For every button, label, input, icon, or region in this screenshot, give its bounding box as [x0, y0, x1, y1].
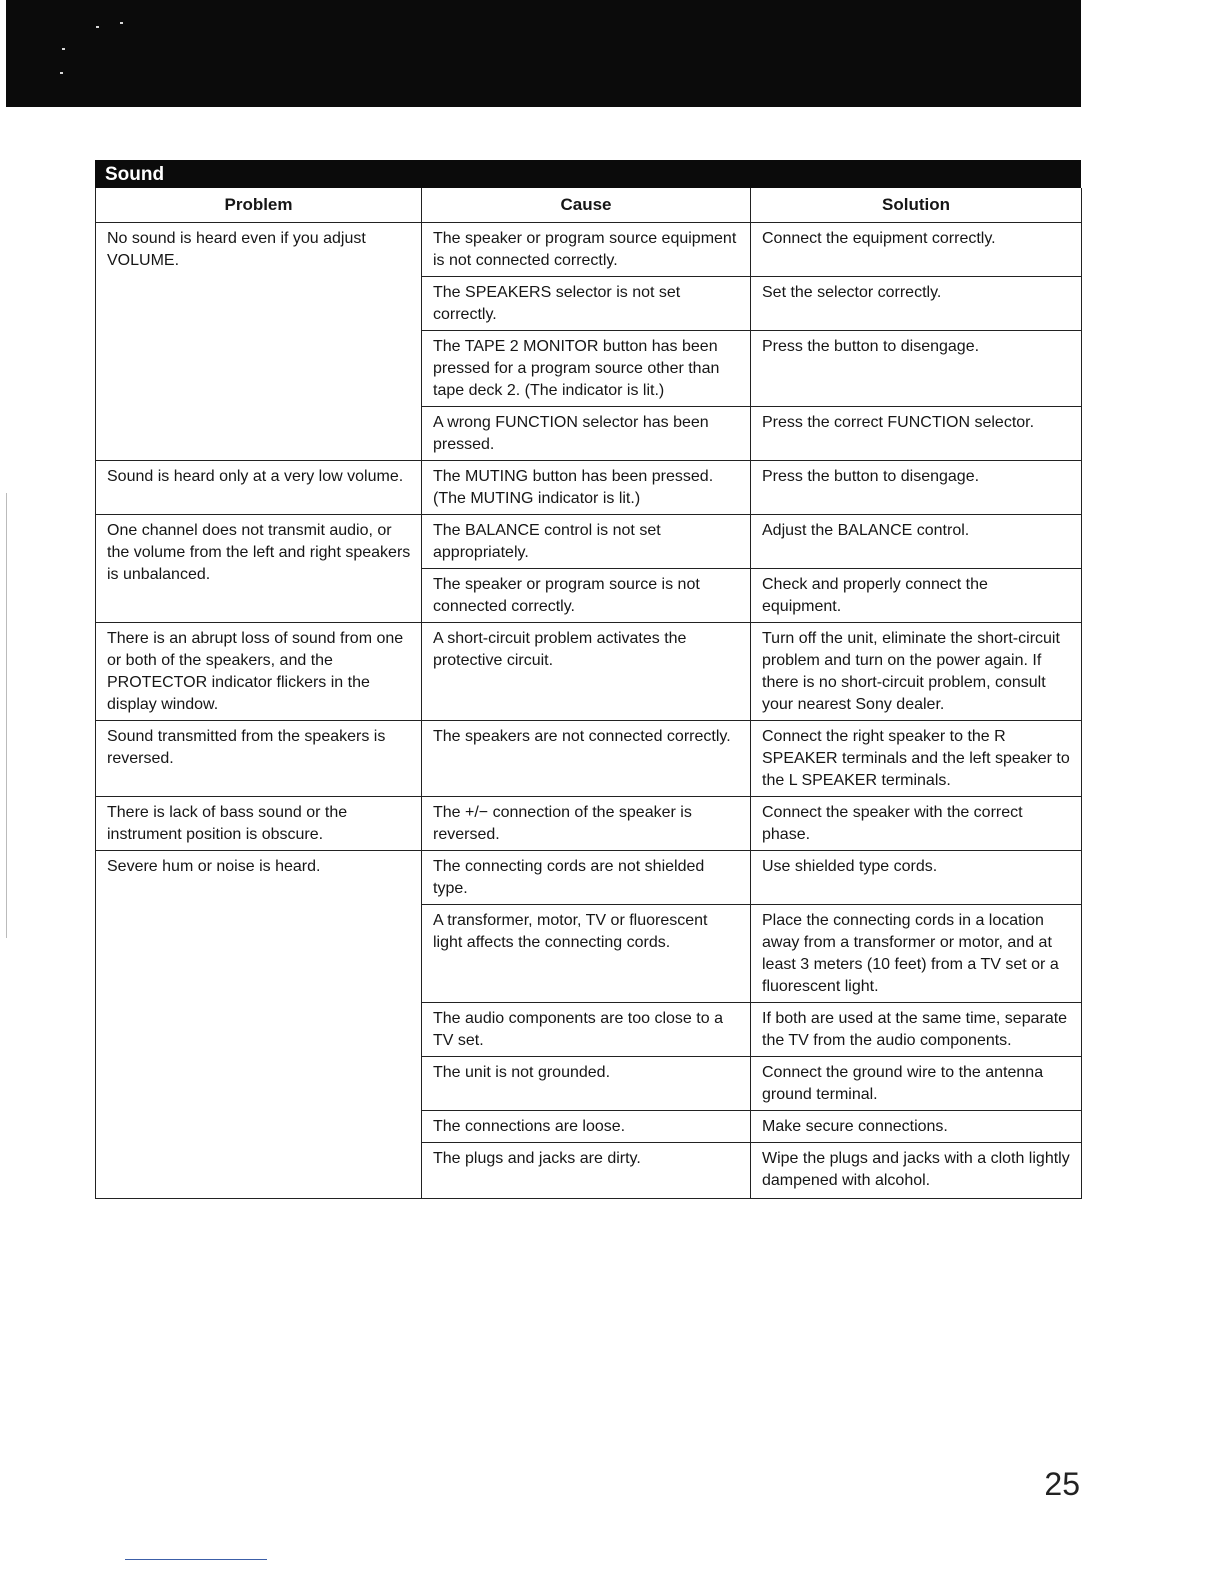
table-body	[96, 223, 1082, 1199]
cause-cell: The MUTING button has been pressed. (The MUTING indicator is lit.)	[422, 461, 751, 515]
table-row	[96, 223, 1082, 277]
table-header-row	[96, 188, 1082, 223]
solution-cell: Connect the ground wire to the antenna ground terminal.	[751, 1057, 1082, 1111]
cause-cell: The TAPE 2 MONITOR button has been pressed for a program source other than tape deck 2. (The indicator is lit.)	[422, 331, 751, 407]
scan-margin-line	[6, 493, 7, 938]
table-row	[96, 623, 1082, 721]
solution-cell: Connect the right speaker to the R SPEAKER terminals and the left speaker to the L SPEAKER terminals.	[751, 721, 1082, 797]
cause-cell: The speaker or program source is not connected correctly.	[422, 569, 751, 623]
table-row	[96, 515, 1082, 569]
solution-cell: If both are used at the same time, separate the TV from the audio components.	[751, 1003, 1082, 1057]
table-row	[96, 797, 1082, 851]
footer-rule	[125, 1559, 267, 1560]
cause-cell: The BALANCE control is not set appropriately.	[422, 515, 751, 569]
troubleshooting-section	[95, 160, 1081, 1199]
problem-cell: Sound is heard only at a very low volume.	[96, 461, 422, 515]
cause-cell: The SPEAKERS selector is not set correctly.	[422, 277, 751, 331]
cause-cell: The +/− connection of the speaker is reversed.	[422, 797, 751, 851]
troubleshooting-table	[95, 188, 1082, 1199]
solution-cell: Press the button to disengage.	[751, 461, 1082, 515]
solution-cell: Connect the speaker with the correct phase.	[751, 797, 1082, 851]
scan-speck	[120, 22, 123, 24]
solution-cell: Check and properly connect the equipment.	[751, 569, 1082, 623]
solution-cell: Set the selector correctly.	[751, 277, 1082, 331]
cause-cell: The unit is not grounded.	[422, 1057, 751, 1111]
problem-cell: No sound is heard even if you adjust VOLUME.	[96, 223, 422, 461]
problem-cell: There is an abrupt loss of sound from one or both of the speakers, and the PROTECTOR indicator flickers in the display window.	[96, 623, 422, 721]
table-row	[96, 461, 1082, 515]
column-header-cause: Cause	[422, 188, 751, 223]
scan-speck	[60, 72, 63, 74]
problem-cell: Sound transmitted from the speakers is reversed.	[96, 721, 422, 797]
cause-cell: A wrong FUNCTION selector has been pressed.	[422, 407, 751, 461]
solution-cell: Turn off the unit, eliminate the short-circuit problem and turn on the power again. If there is no short-circuit problem, consult your nearest Sony dealer.	[751, 623, 1082, 721]
table-row	[96, 851, 1082, 905]
solution-cell: Press the button to disengage.	[751, 331, 1082, 407]
cause-cell: The audio components are too close to a TV set.	[422, 1003, 751, 1057]
solution-cell: Connect the equipment correctly.	[751, 223, 1082, 277]
cause-cell: A transformer, motor, TV or fluorescent light affects the connecting cords.	[422, 905, 751, 1003]
problem-cell: Severe hum or noise is heard.	[96, 851, 422, 1199]
section-title: Sound	[95, 160, 1081, 188]
cause-cell: The connections are loose.	[422, 1111, 751, 1143]
scan-speck	[96, 26, 99, 28]
cause-cell: The connecting cords are not shielded type.	[422, 851, 751, 905]
cause-cell: A short-circuit problem activates the protective circuit.	[422, 623, 751, 721]
problem-cell: One channel does not transmit audio, or the volume from the left and right speakers is unbalanced.	[96, 515, 422, 623]
solution-cell: Use shielded type cords.	[751, 851, 1082, 905]
problem-cell: There is lack of bass sound or the instrument position is obscure.	[96, 797, 422, 851]
cause-cell: The speakers are not connected correctly.	[422, 721, 751, 797]
page-number: 25	[1044, 1466, 1080, 1502]
header-bar	[6, 0, 1081, 107]
solution-cell: Press the correct FUNCTION selector.	[751, 407, 1082, 461]
scan-speck	[62, 48, 65, 50]
solution-cell: Adjust the BALANCE control.	[751, 515, 1082, 569]
column-header-solution: Solution	[751, 188, 1082, 223]
column-header-problem: Problem	[96, 188, 422, 223]
table-row	[96, 721, 1082, 797]
solution-cell: Place the connecting cords in a location away from a transformer or motor, and at least 3 meters (10 feet) from a TV set or a fluorescent light.	[751, 905, 1082, 1003]
cause-cell: The speaker or program source equipment is not connected correctly.	[422, 223, 751, 277]
solution-cell: Wipe the plugs and jacks with a cloth lightly dampened with alcohol.	[751, 1143, 1082, 1199]
cause-cell: The plugs and jacks are dirty.	[422, 1143, 751, 1199]
solution-cell: Make secure connections.	[751, 1111, 1082, 1143]
